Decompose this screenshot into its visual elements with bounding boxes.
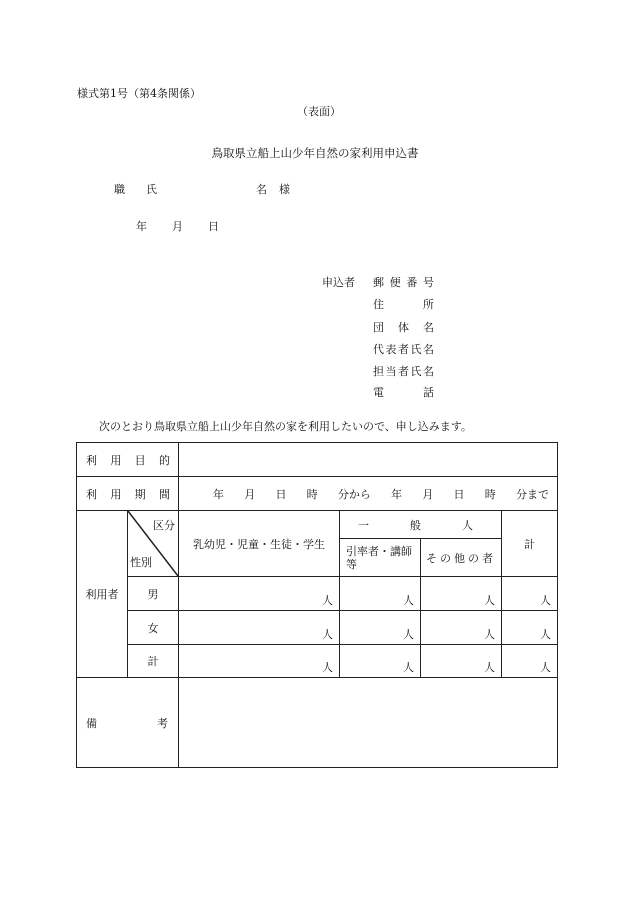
table-row (77, 645, 558, 678)
period-label-char: 用 (110, 487, 122, 501)
period-part: 時 (306, 487, 318, 501)
total-others-count[interactable]: 人 (421, 645, 502, 678)
grand-total-count[interactable]: 人 (502, 645, 558, 678)
purpose-label-char: 目 (134, 453, 146, 467)
col-general-char: 人 (462, 518, 473, 532)
applicant-field-char: 所 (423, 298, 434, 311)
applicant-field-char: 氏 (410, 343, 422, 356)
period-part: 月 (422, 487, 434, 501)
applicant-field-char: 号 (422, 276, 434, 289)
period-part: 日 (453, 487, 465, 501)
applicant-field-char: 名 (423, 343, 434, 356)
purpose-row (77, 443, 558, 477)
period-part: 日 (275, 487, 287, 501)
row-label-total: 計 (128, 645, 179, 678)
applicant-field-char: 住 (373, 298, 384, 311)
addressee-position: 職 (114, 183, 125, 196)
period-row (77, 477, 558, 511)
applicant-heading: 申込者 (322, 276, 355, 289)
male-children-count[interactable]: 人 (179, 577, 340, 611)
date-month: 月 (172, 220, 183, 233)
applicant-field-char: 当 (385, 365, 397, 378)
col-general-char: 般 (410, 518, 421, 532)
purpose-label-char: 用 (110, 453, 122, 467)
col-total: 計 (502, 511, 558, 577)
addressee-name-part2: 名 (256, 183, 267, 196)
purpose-input[interactable] (179, 443, 558, 477)
applicant-field-char: 担 (373, 365, 384, 378)
applicant-field-char: 番 (406, 276, 418, 289)
addressee-name-part1: 氏 (146, 183, 157, 196)
applicant-field-label (373, 274, 434, 290)
period-label-char: 利 (86, 487, 97, 501)
table-row (77, 577, 558, 611)
col-leaders: 引率者・講師等 (340, 539, 421, 577)
applicant-field-char: 表 (385, 343, 397, 356)
applicant-field-char: 者 (398, 365, 409, 378)
period-label (77, 486, 178, 502)
applicant-field-label (373, 296, 434, 312)
period-part: 年 (391, 487, 403, 501)
remarks-label-char: 考 (157, 716, 168, 730)
applicant-field-char: 郵 (373, 276, 384, 289)
remarks-row (77, 678, 558, 768)
period-label-char: 期 (134, 487, 146, 501)
period-label-char: 間 (158, 487, 170, 501)
period-part: 分から (337, 487, 371, 501)
applicant-field-label (373, 384, 434, 400)
col-general-char: 一 (358, 518, 369, 532)
period-input[interactable] (179, 477, 558, 511)
applicant-field-char: 代 (373, 343, 384, 356)
gender-label: 性別 (130, 556, 152, 569)
applicant-field-label (373, 363, 434, 379)
col-children: 乳幼児・児童・生徒・学生 (179, 511, 340, 577)
applicant-field-label (373, 319, 434, 335)
total-children-count[interactable]: 人 (179, 645, 340, 678)
addressee-honorific: 様 (279, 183, 290, 196)
users-label: 利用者 (77, 511, 128, 678)
female-leaders-count[interactable]: 人 (340, 611, 421, 645)
application-table (76, 442, 558, 768)
intro-text: 次のとおり鳥取県立船上山少年自然の家を利用したいので、申し込みます。 (99, 420, 472, 433)
applicant-field-char: 者 (398, 343, 409, 356)
total-leaders-count[interactable]: 人 (340, 645, 421, 678)
period-part: 年 (213, 487, 224, 501)
period-part: 月 (244, 487, 256, 501)
form-number: 様式第1号（第4条関係） (77, 87, 201, 100)
remarks-label-char: 備 (86, 716, 97, 730)
female-total-count[interactable]: 人 (502, 611, 558, 645)
male-leaders-count[interactable]: 人 (340, 577, 421, 611)
purpose-label-char: 的 (158, 453, 170, 467)
female-others-count[interactable]: 人 (421, 611, 502, 645)
remarks-label (77, 715, 178, 731)
applicant-field-char: 氏 (410, 365, 422, 378)
date-day: 日 (208, 220, 219, 233)
category-gender-header (128, 511, 179, 577)
period-part: 時 (484, 487, 496, 501)
row-label-male: 男 (128, 577, 179, 611)
table-row (77, 611, 558, 645)
applicant-field-char: 話 (423, 386, 434, 399)
applicant-field-char: 名 (423, 365, 434, 378)
male-total-count[interactable]: 人 (502, 577, 558, 611)
applicant-field-char: 名 (423, 321, 434, 334)
col-general (340, 517, 501, 533)
remarks-input[interactable] (179, 678, 558, 768)
date-year: 年 (136, 220, 147, 233)
male-others-count[interactable]: 人 (421, 577, 502, 611)
page-title: 鳥取県立船上山少年自然の家利用申込書 (211, 146, 419, 160)
applicant-field-label (373, 341, 434, 357)
applicant-field-char: 団 (373, 321, 384, 334)
applicant-field-char: 電 (373, 386, 384, 399)
applicant-field-char: 体 (398, 321, 409, 334)
col-others: その他の者 (421, 539, 502, 577)
period-part: 分まで (515, 487, 549, 501)
category-label: 区分 (153, 519, 175, 532)
row-label-female: 女 (128, 611, 179, 645)
side-label: （表面） (297, 105, 341, 118)
purpose-label-char: 利 (86, 453, 97, 467)
female-children-count[interactable]: 人 (179, 611, 340, 645)
purpose-label (77, 452, 178, 468)
applicant-field-char: 便 (389, 276, 401, 289)
